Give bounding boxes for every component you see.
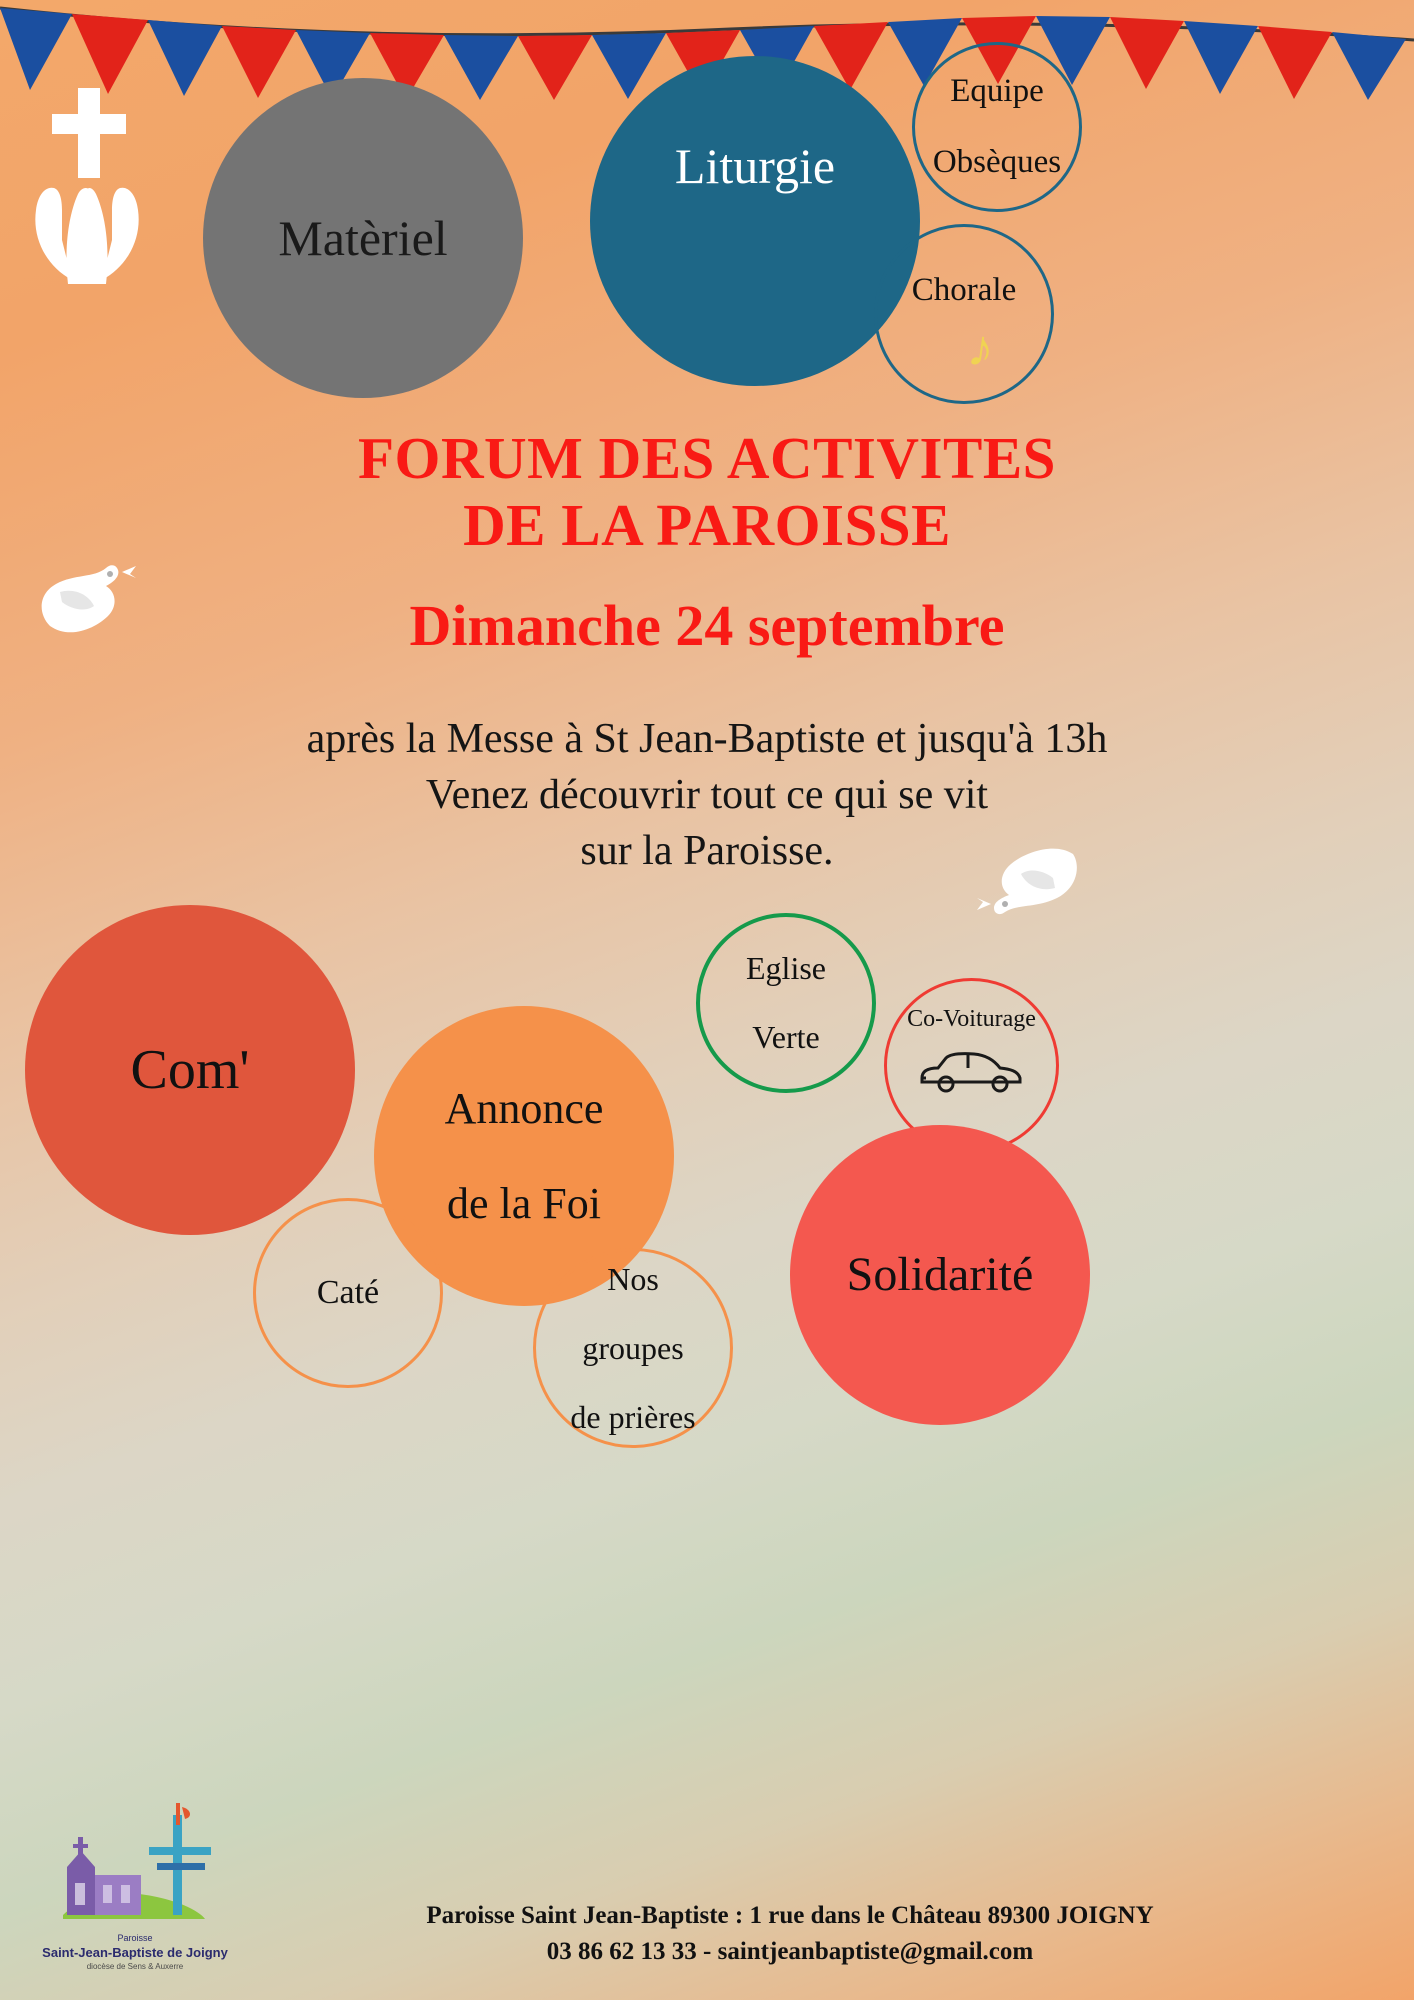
cross-and-hands-icon [10,70,170,300]
bubble-groupes-de-prieres [533,1248,733,1448]
equipe-line-1: Equipe [950,72,1044,109]
description-line-3: sur la Paroisse. [580,827,834,874]
bubble-groupes-label [570,1262,695,1435]
bubble-annonce-label [445,1085,604,1228]
bubble-com-label: Com' [130,1038,250,1101]
groupes-line-1: Nos [607,1260,659,1297]
bubble-equipe-obseques-label [933,74,1061,181]
title-line-1: FORUM DES ACTIVITES [358,425,1056,491]
event-description [0,712,1414,880]
bubble-liturgie [590,56,920,386]
description-line-2: Venez découvrir tout ce qui se vit [425,771,989,818]
bubble-cate-label: Caté [316,1273,380,1311]
eglise-line-2: Verte [752,1019,820,1056]
footer-address: Paroisse Saint Jean-Baptiste : 1 rue dans le Château 89300 JOIGNY [426,1901,1154,1929]
bubble-eglise-verte-label [746,951,826,1055]
logo-line-2: Saint-Jean-Baptiste de Joigny [42,1945,228,1961]
bubble-covoiturage-label: Co-Voiturage [907,1006,1036,1032]
bubble-liturgie-label: Liturgie [674,138,836,194]
bubble-solidarite [790,1125,1090,1425]
bubble-eglise-verte [696,913,876,1093]
car-icon [916,1048,1026,1094]
music-note-icon: ♪ [964,319,998,380]
equipe-line-2: Obsèques [932,143,1062,180]
bubble-materiel-label: Matèriel [278,210,448,266]
page-title [0,425,1414,560]
event-date: Dimanche 24 septembre [409,593,1005,658]
bubble-materiel [203,78,523,398]
annonce-line-1: Annonce [444,1083,604,1133]
bubble-solidarite-label: Solidarité [846,1248,1034,1302]
logo-line-3: diocèse de Sens & Auxerre [86,1961,184,1971]
footer-phone-email: 03 86 62 13 33 - saintjeanbaptiste@gmail.com [546,1937,1034,1965]
groupes-line-2: groupes [582,1329,684,1366]
description-line-1: après la Messe à St Jean-Baptiste et jusqu'à 13h [306,716,1108,762]
bubble-chorale-label: Chorale [911,272,1017,309]
eglise-line-1: Eglise [746,950,826,987]
logo-line-1: Paroisse [117,1933,153,1943]
parish-logo-icon [45,1797,225,1927]
groupes-line-3: de prières [570,1398,696,1435]
bubble-com [25,905,355,1235]
title-line-2: DE LA PAROISSE [463,492,951,559]
annonce-line-2: de la Foi [447,1178,601,1228]
bubble-cate [253,1198,443,1388]
bubble-equipe-obseques [912,42,1082,212]
footer-contact [200,1898,1380,1971]
